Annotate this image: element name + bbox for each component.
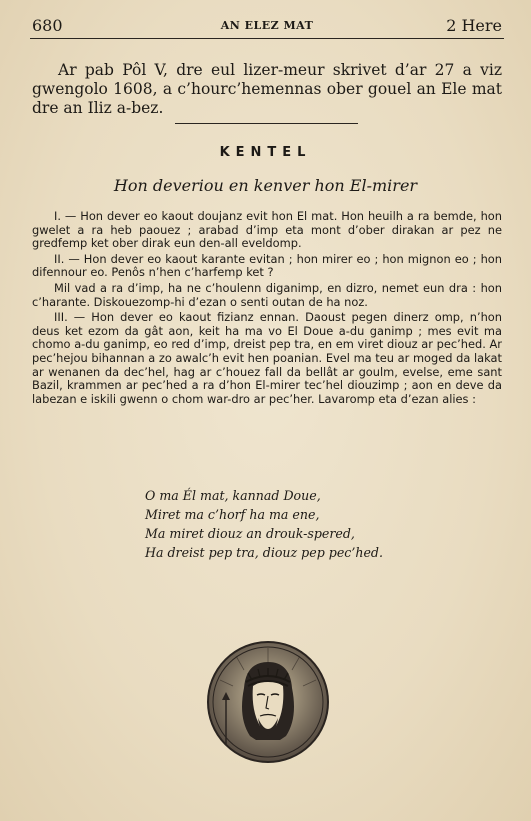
page-number: 680 bbox=[32, 16, 63, 35]
intro-paragraph bbox=[32, 61, 502, 118]
running-title: AN ELEZ MAT bbox=[220, 19, 314, 32]
verse-line: Ma miret diouz an drouk-spered, bbox=[145, 526, 355, 541]
paragraph: Mil vad a ra d’imp, ha ne c’houlenn diganimp, en dizro, nemet eun dra : hon c’harante. Diskouezomp-hi d’ezan o senti outan de ha noz. bbox=[32, 280, 502, 309]
lesson-body bbox=[32, 210, 502, 408]
verse-line: Ha dreist pep tra, diouz pep pec’hed. bbox=[145, 545, 383, 560]
separator-rule bbox=[175, 123, 358, 124]
section-subtitle: Hon deveriou en kenver hon El-mirer bbox=[113, 176, 418, 195]
paragraph: III. — Hon dever eo kaout fizianz ennan. Daoust pegen dinerz omp, n’hon deus ket ezom da gât aon, keit ha ma vo El Doue a-du ganimp ; mes evit ma chomo a-du ganimp, eo red d’imp, dreist pep tra, en em viret diouz ar pec’hed. Ar pec’hejou bihannan a zo awalc’h evit hen poanian. Evel ma teu ar moged da lakat ar wenanen da dec’hel, hag ar c’houez fall da bellât ar goulm, evelse, eme sant Bazil, krammen ar pec’hed a ra d’hon El-mirer tec’hel diouzimp ; aon en deve da labezan e iskili gwenn o chom war-dro ar pec’her. Lavaromp eta d’ezan alies : bbox=[32, 310, 502, 406]
page-header bbox=[32, 12, 502, 38]
paragraph: II. — Hon dever eo kaout karante evitan ; hon mirer eo ; hon mignon eo ; hon difennour eo. Penôs n’hen c’harfemp ket ? bbox=[32, 251, 502, 280]
section-heading: KENTEL bbox=[219, 145, 312, 160]
verse-line: Miret ma c’horf ha ma ene, bbox=[145, 507, 320, 522]
feast-date: 2 Here bbox=[446, 16, 502, 35]
header-rule bbox=[30, 38, 504, 39]
verse-line: O ma Él mat, kannad Doue, bbox=[145, 488, 321, 503]
paragraph: I. — Hon dever eo kaout doujanz evit hon El mat. Hon heuilh a ra bemde, hon gwelet a ra heb paouez ; arabad d’imp eta mont d’ober dirakan ar pez ne gredfemp ket ober dirak eun den-all eveldomp. bbox=[32, 209, 502, 251]
intro-text: Ar pab Pôl V, dre eul lizer-meur skrivet d’ar 27 a viz gwengolo 1608, a c’hourc’hemennas ober gouel an Ele mat dre an Iliz a-bez. bbox=[32, 61, 502, 117]
holy-face-crown-of-thorns-icon bbox=[206, 640, 330, 764]
prayer-verse bbox=[145, 486, 383, 562]
